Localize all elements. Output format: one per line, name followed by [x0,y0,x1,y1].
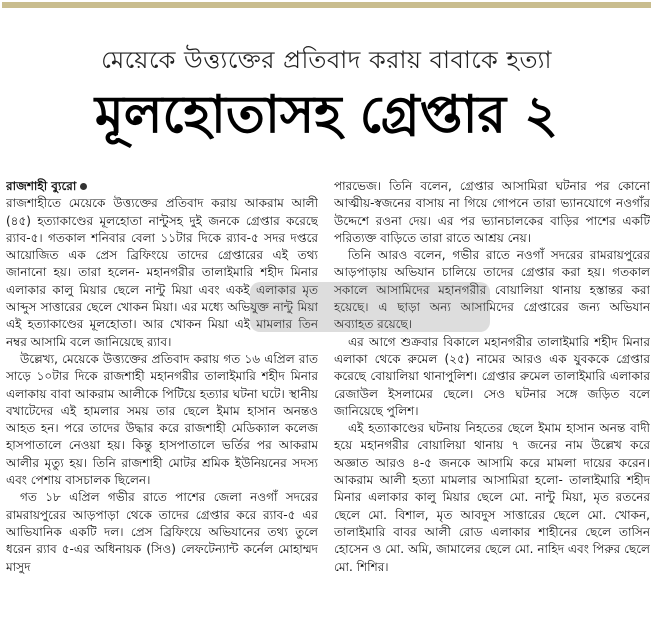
body-paragraph: উল্লেখ্য, মেয়েকে উত্ত্যক্তের প্রতিবাদ করায় গত ১৬ এপ্রিল রাত সাড়ে ১০টার দিকে রাজশাহী মহানগরীর তালাইমারি শহীদ মিনার এলাকায় বাবা আকরাম আলীকে পিটিয়ে হত্যার ঘটনা ঘটে। স্থানীয় বখাটেদের এই হামলার সময় তার ছেলে ইমাম হাসান অনন্তও আহত হন। পরে তাদের উদ্ধার করে রাজশাহী মেডিক্যাল কলেজ হাসপাতালে নেওয়া হয়। কিন্তু হাসপাতালে ভর্তির পর আকরাম আলীর মৃত্যু হয়। তিনি রাজশাহী মোটর শ্রমিক ইউনিয়নের সদস্য এবং পেশায় বাসচালক ছিলেন। [6,351,318,488]
body-paragraph: গত ১৮ এপ্রিল গভীর রাতে পাশের জেলা নওগাঁ সদরের রামরায়পুরের আড়পাড়া থেকে তাদের গ্রেপ্তার করে র‌্যাব-৫ এর আভিযানিক একটি দল। প্রেস ব্রিফিংয়ে অভিযানের তথ্য তুলে ধরেন র‌্যাব ৫-এর অধিনায়ক (সিও) লেফটেন্যান্ট কর্নেল মোহাম্মদ মাসুদ [6,490,318,574]
bullet-icon [80,183,87,190]
body-paragraph: পারভেজ। তিনি বলেন, গ্রেপ্তার আসামিরা ঘটনার পর কোনো আত্মীয়-স্বজনের বাসায় না গিয়ে গোপনে তারা ভ্যানযোগে নওগাঁর উদ্দেশে রওনা দেয়। এর পর ভ্যানচালকের বাড়ির পাশের একটি পরিত্যক্ত বাড়িতে তারা রাতে আশ্রয় নেয়। [334,179,650,245]
top-rule [2,2,651,8]
body-paragraph: এর আগে শুক্রবার বিকালে মহানগরীর তালাইমারি শহীদ মিনার এলাকা থেকে রুমেল (২৫) নামের আরও এক যুবককে গ্রেপ্তার করেছে বোয়ালিয়া থানাপুলিশ। গ্রেপ্তার রুমেল তালাইমারি এলাকার রেজাউল ইসলামের ছেলে। সেও ঘটনার সঙ্গে জড়িত বলে জানিয়েছে পুলিশ। [334,334,650,418]
article-kicker: মেয়েকে উত্ত্যক্তের প্রতিবাদ করায় বাবাকে হত্যা [101,46,552,74]
article-column-right [334,178,650,640]
byline-line [6,178,318,195]
body-paragraph: রাজশাহীতে মেয়েকে উত্ত্যক্তের প্রতিবাদ করায় আকরাম আলী (৪৫) হত্যাকাণ্ডের মূলহোতা নান্টুসহ দুই জনকে গ্রেপ্তার করেছে র‌্যাব-৫। গতকাল শনিবার বেলা ১১টার দিকে র‌্যাব-৫ সদর দপ্তরে আয়োজিত এক প্রেস ব্রিফিংয়ে তাদের গ্রেপ্তারের এই তথ্য জানানো হয়। তারা হলেন- মহানগরীর তালাইমারি শহীদ মিনার এলাকার কালু মিয়ার ছেলে নান্টু মিয়া এবং একই এলাকার মৃত আব্দুস সাত্তারের ছেলে খোকন মিয়া। এর মধ্যে অভিযুক্ত নান্টু মিয়া এই হত্যাকাণ্ডের মূলহোতা। আর খোকন মিয়া এই মামলার তিন নম্বর আসামি বলে জানিয়েছে র‌্যাব। [6,196,318,349]
article-headline: মূলহোতাসহ গ্রেপ্তার ২ [94,85,559,145]
body-paragraph: তিনি আরও বলেন, গভীর রাতে নওগাঁ সদরের রামরায়পুরের আড়পাড়ায় অভিযান চালিয়ে তাদের গ্রেপ্তার করা হয়। গতকাল সকালে আসামিদের মহানগরীর বোয়ালিয়া থানায় হস্তান্তর করা হয়েছে। এ ছাড়া অন্য আসামিদের গ্রেপ্তারের জন্য অভিযান অব্যাহত রয়েছে। [334,248,650,332]
article-column-left [6,178,318,640]
byline: রাজশাহী ব্যুরো [6,179,77,193]
body-paragraph: এই হত্যাকাণ্ডের ঘটনায় নিহতের ছেলে ইমাম হাসান অনন্ত বাদী হয়ে মহানগরীর বোয়ালিয়া থানায় ৭ জনের নাম উল্লেখ করে অজ্ঞাত আরও ৪-৫ জনকে আসামি করে মামলা দায়ের করেন। আকরাম আলী হত্যা মামলার আসামিরা হলো- তালাইমারি শহীদ মিনার এলাকার কালু মিয়ার ছেলে মো. নান্টু মিয়া, মৃত রতনের ছেলে মো. বিশাল, মৃত আবদুস সাত্তারের ছেলে মো. খোকন, তালাইমারি বাবর আলী রোড এলাকার শাহীনের ছেলে তাসিন হোসেন ও মো. অমি, জামালের ছেলে মো. নাহিদ এবং পিরুর ছেলে মো. শিশির। [334,421,650,574]
